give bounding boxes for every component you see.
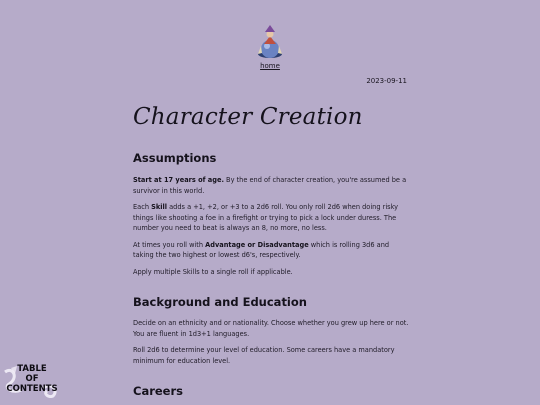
post-date: 2023-09-11 [366,77,407,85]
wizard-on-orb-icon [255,24,285,62]
background-paragraph-2: Roll 2d6 to determine your level of education. Some careers have a mandatory minimum for education level. [133,346,395,365]
background-paragraph-1: Decide on an ethnicity and or nationality. Choose whether you grew up here or not. You are fluent in 1d3+1 languages. [133,319,409,338]
start-age-bold: Start at 17 years of age. [133,176,224,184]
skill-bold: Skill [151,203,168,211]
assumptions-p3-b: which is rolling 3d6 and taking the two highest or lowest d6's, respectively. [133,240,390,259]
assumptions-paragraph-4: Apply multiple Skills to a single roll if applicable. [133,267,293,276]
heading-assumptions: Assumptions [133,151,217,165]
assumptions-paragraph-1 [133,175,409,196]
site-header [0,24,540,71]
page-title: Character Creation [133,104,363,130]
home-link[interactable]: home [260,62,280,70]
toc-line-1: TABLE [17,364,47,374]
advantage-bold: Advantage or Disadvantage [205,240,309,249]
assumptions-p2-a: Each [133,203,152,211]
assumptions-p2-b: adds a +1, +2, or +3 to a 2d6 roll. You only roll 2d6 when doing risky things like shooting a foe in a firefight or trying to pick a lock under duress. The number you need to beat is always an 8, no more, no less. [133,203,399,232]
main-content [133,100,409,399]
heading-careers: Careers [133,384,183,398]
toc-line-3: CONTENTS [6,384,58,394]
toc-label [3,364,61,394]
toc-line-2: OF [25,374,39,384]
heading-background: Background and Education [133,295,307,309]
table-of-contents-link[interactable] [3,364,61,398]
assumptions-paragraph-3 [133,240,409,261]
home-logo-link[interactable] [255,24,285,62]
assumptions-paragraph-2 [133,202,409,234]
assumptions-p1-text: By the end of character creation, you're assumed be a survivor in this world. [133,176,407,195]
assumptions-p3-a: At times you roll with [133,240,206,249]
